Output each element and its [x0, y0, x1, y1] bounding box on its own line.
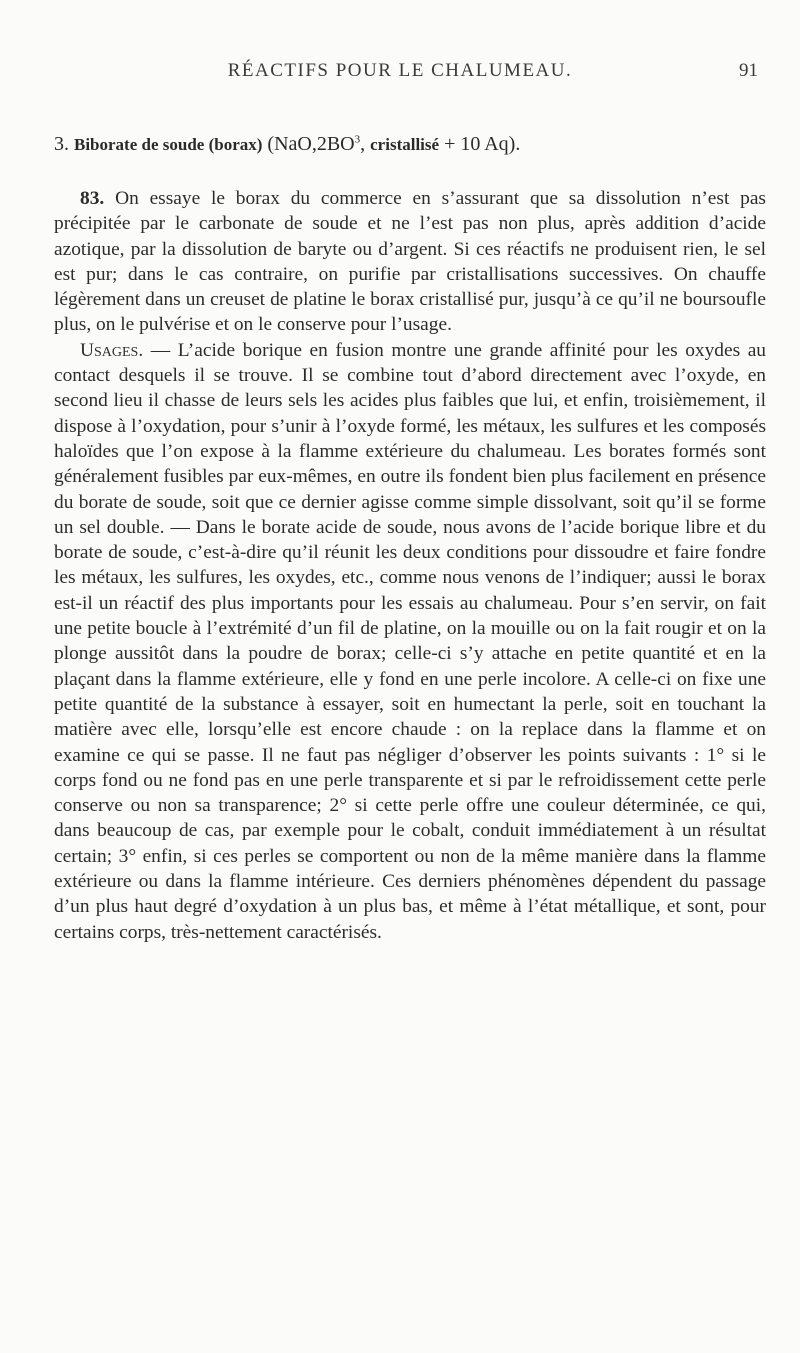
section-heading: 3. Biborate de soude (borax) ($NaO,2BO^3$, cristallisé + 10 Aq). [54, 133, 521, 155]
section-formula: (NaO,2BO [267, 133, 355, 155]
section-suffix: + 10 Aq). [444, 133, 521, 155]
running-head [0, 60, 800, 88]
paragraph-number: 83. [80, 188, 105, 209]
running-title: RÉACTIFS POUR LE CHALUMEAU. [227, 60, 573, 81]
section-number: 3. [54, 133, 69, 155]
formula-superscript: 3 [354, 133, 361, 146]
paragraph-text: — L’acide borique en fusion montre une grande affinité pour les oxydes au contact desquels il se trouve. Il se combine tout d’abord directement avec l’oxyde, en second lieu il chasse de leurs sels les acides plus faibles que lui, et enfin, troisièmement, il dispose à l’oxydation, pour s’unir à l’oxyde formé, les métaux, les sulfures et les composés haloïdes que l’on expose à la flamme extérieure du chalumeau. Les borates formés sont généralement fusibles par eux-mêmes, en outre ils fondent bien plus facilement en présence du borate de soude, soit que ce dernier agisse comme simple dissolvant, soit qu’il se forme un sel double. — Dans le borate acide de soude, nous avons de l’acide borique libre et du borate de soude, c’est-à-dire qu’il réunit les deux conditions pour dissoudre et faire fondre les métaux, les sulfures, les oxydes, etc., comme nous venons de l’indiquer; aussi le borax est-il un réactif des plus importants pour les essais au chalumeau. Pour s’en servir, on fait une petite boucle à l’extrémité d’un fil de platine, on la mouille ou on la fait rougir et on la plonge aussitôt dans la poudre de borax; celle-ci s’y attache en petite quantité et en la plaçant dans la flamme extérieure, elle y fond en une perle incolore. A celle-ci on fixe une petite quantité de la substance à essayer, soit en humectant la perle, soit en touchant la matière avec elle, lorsqu’elle est encore chaude : on la replace dans la flamme et on examine ce qui se passe. Il ne faut pas négliger d’observer les points suivants : 1° si le corps fond ou ne fond pas en une perle transparente et si par le refroidissement cette perle conserve ou non sa transparence; 2° si cette perle offre une couleur déterminée, ce qui, dans beaucoup de cas, par exemple pour le cobalt, conduit immédiatement à un résultat certain; 3° enfin, si ces perles se comportent ou non de la même manière dans la flamme extérieure ou dans la flamme intérieure. Ces derniers phénomènes dépendent du passage d’un plus haut degré d’oxydation à un plus bas, et même à l’état métallique, et sont, pour certains corps, très-nettement caractérisés. [54, 339, 766, 943]
paragraph-text: On essaye le borax du commerce en s’assurant que sa dissolution n’est pas précipitée par le carbonate de soude et ne l’est pas non plus, après addition d’acide azotique, par la dissolution de baryte ou d’argent. Si ces réactifs ne produisent rien, le sel est pur; dans le cas contraire, on purifie par cristallisations successives. On chauffe légèrement dans un creuset de platine le borax cristallisé pur, jusqu’à ce qu’il ne boursoufle plus, on le pulvérise et on le conserve pour l’usage. [54, 188, 766, 336]
section-label: cristallisé [370, 135, 440, 154]
paragraph-lead: Usages. [80, 339, 144, 361]
paragraph-83 [54, 186, 766, 338]
paragraph-usages [54, 338, 766, 945]
section-title: Biborate de soude (borax) [74, 135, 263, 154]
page-number: 91 [739, 60, 758, 81]
body-text [54, 186, 766, 945]
